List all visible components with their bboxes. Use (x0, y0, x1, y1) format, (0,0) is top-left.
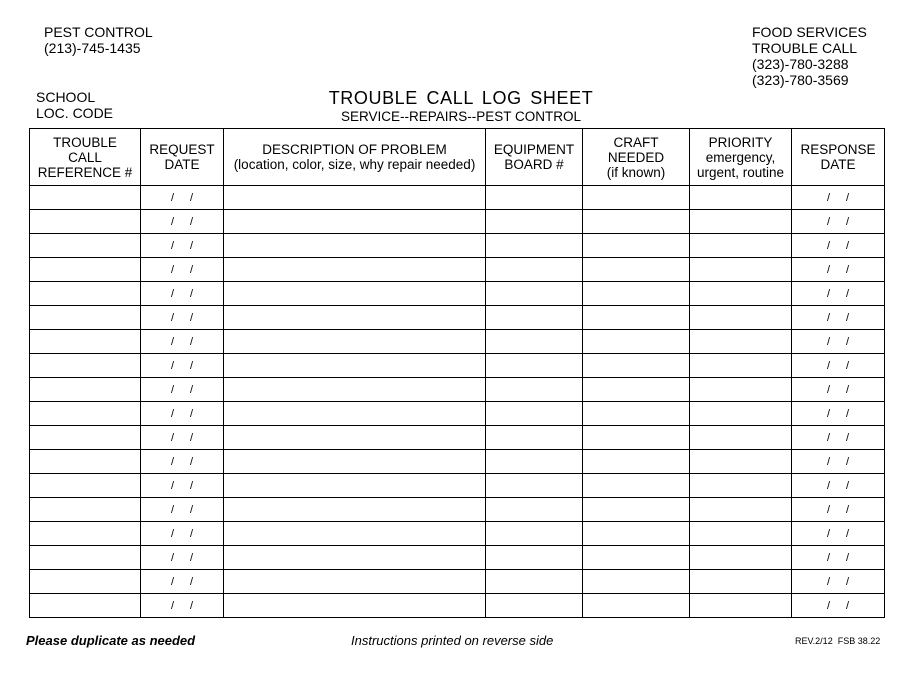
date-separator: / (826, 431, 830, 444)
equipment-board-cell[interactable] (486, 570, 583, 594)
description-cell[interactable] (224, 594, 486, 618)
response-date-cell[interactable] (792, 282, 885, 306)
priority-cell[interactable] (690, 234, 792, 258)
date-separator: / (170, 335, 174, 348)
date-separator: / (190, 239, 194, 252)
table-row (30, 258, 885, 282)
trouble-call-ref-cell[interactable] (30, 570, 141, 594)
date-separator: / (846, 215, 850, 228)
date-separator: / (170, 455, 174, 468)
response-date-cell[interactable] (792, 234, 885, 258)
date-separator: / (170, 599, 174, 612)
table-row (30, 450, 885, 474)
date-separator: / (170, 407, 174, 420)
trouble-call-ref-cell[interactable] (30, 234, 141, 258)
table-row (30, 498, 885, 522)
column-header-line: REQUEST (149, 142, 215, 157)
equipment-board-cell[interactable] (486, 426, 583, 450)
date-separator: / (846, 383, 850, 396)
column-header-line: PRIORITY (708, 134, 773, 150)
craft-needed-cell[interactable] (583, 570, 690, 594)
request-date-cell[interactable] (141, 450, 224, 474)
date-separator: / (190, 431, 194, 444)
table-row (30, 234, 885, 258)
date-separator: / (846, 311, 850, 324)
craft-needed-cell[interactable] (583, 522, 690, 546)
trouble-call-ref-cell[interactable] (30, 594, 141, 618)
food-services-phone-1: (323)-780-3288 (752, 56, 849, 72)
date-separator: / (190, 575, 194, 588)
school-loc-code-label (36, 89, 113, 121)
craft-needed-cell[interactable] (583, 546, 690, 570)
column-header-line: CRAFT (613, 134, 659, 150)
pest-control-contact (44, 24, 153, 56)
column-header-line: DATE (164, 157, 200, 172)
description-cell[interactable] (224, 210, 486, 234)
priority-cell[interactable] (690, 450, 792, 474)
date-separator: / (826, 335, 830, 348)
response-date-cell[interactable] (792, 570, 885, 594)
date-separator: / (190, 335, 194, 348)
table-row (30, 522, 885, 546)
response-date-cell[interactable] (792, 546, 885, 570)
description-cell[interactable] (224, 546, 486, 570)
column-header-line: (location, color, size, why repair needed) (233, 157, 476, 172)
response-date-cell[interactable] (792, 306, 885, 330)
description-cell[interactable] (224, 498, 486, 522)
date-separator: / (846, 359, 850, 372)
date-separator: / (826, 191, 830, 204)
date-separator: / (190, 263, 194, 276)
column-header-line: REFERENCE # (37, 164, 133, 180)
page-title: TROUBLE CALL LOG SHEET (328, 88, 594, 108)
date-separator: / (170, 383, 174, 396)
response-date-cell[interactable] (792, 258, 885, 282)
date-separator: / (846, 503, 850, 516)
trouble-call-ref-cell[interactable] (30, 258, 141, 282)
response-date-cell[interactable] (792, 450, 885, 474)
craft-needed-cell[interactable] (583, 594, 690, 618)
description-cell[interactable] (224, 282, 486, 306)
request-date-cell[interactable] (141, 330, 224, 354)
craft-needed-cell[interactable] (583, 234, 690, 258)
date-separator: / (190, 407, 194, 420)
craft-needed-cell[interactable] (583, 402, 690, 426)
date-separator: / (826, 287, 830, 300)
date-separator: / (190, 359, 194, 372)
date-separator: / (190, 455, 194, 468)
column-header-description (224, 129, 486, 186)
priority-cell[interactable] (690, 570, 792, 594)
loc-code-label: LOC. CODE (36, 105, 114, 121)
craft-needed-cell[interactable] (583, 426, 690, 450)
craft-needed-cell[interactable] (583, 450, 690, 474)
date-separator: / (190, 503, 194, 516)
revision-label: REV.2/12 (795, 636, 833, 646)
request-date-cell[interactable] (141, 306, 224, 330)
date-separator: / (846, 287, 850, 300)
request-date-cell[interactable] (141, 402, 224, 426)
date-separator: / (170, 431, 174, 444)
request-date-cell[interactable] (141, 570, 224, 594)
date-separator: / (170, 527, 174, 540)
table-row (30, 474, 885, 498)
equipment-board-cell[interactable] (486, 306, 583, 330)
trouble-call-ref-cell[interactable] (30, 546, 141, 570)
trouble-call-ref-cell[interactable] (30, 474, 141, 498)
date-separator: / (846, 599, 850, 612)
description-cell[interactable] (224, 234, 486, 258)
column-header-request-date (141, 129, 224, 186)
description-cell[interactable] (224, 402, 486, 426)
date-separator: / (826, 479, 830, 492)
table-body (30, 186, 885, 618)
equipment-board-cell[interactable] (486, 234, 583, 258)
trouble-call-log-table (29, 128, 885, 618)
date-separator: / (170, 503, 174, 516)
priority-cell[interactable] (690, 186, 792, 210)
column-header-trouble-call-ref (30, 129, 141, 186)
description-cell[interactable] (224, 306, 486, 330)
craft-needed-cell[interactable] (583, 186, 690, 210)
trouble-call-ref-cell[interactable] (30, 402, 141, 426)
description-cell[interactable] (224, 426, 486, 450)
craft-needed-cell[interactable] (583, 258, 690, 282)
response-date-cell[interactable] (792, 474, 885, 498)
food-services-contact (752, 24, 867, 88)
priority-cell[interactable] (690, 426, 792, 450)
description-cell[interactable] (224, 450, 486, 474)
description-cell[interactable] (224, 354, 486, 378)
table-row (30, 546, 885, 570)
craft-needed-cell[interactable] (583, 474, 690, 498)
date-separator: / (826, 239, 830, 252)
priority-cell[interactable] (690, 354, 792, 378)
date-separator: / (170, 311, 174, 324)
date-separator: / (846, 431, 850, 444)
date-separator: / (190, 527, 194, 540)
column-header-response-date (792, 129, 885, 186)
column-header-line: NEEDED (607, 149, 665, 165)
column-header-equipment-board (486, 129, 583, 186)
column-header-priority (690, 129, 792, 186)
date-separator: / (826, 503, 830, 516)
date-separator: / (826, 359, 830, 372)
response-date-cell[interactable] (792, 594, 885, 618)
description-cell[interactable] (224, 378, 486, 402)
date-separator: / (170, 575, 174, 588)
table-row (30, 354, 885, 378)
date-separator: / (826, 407, 830, 420)
column-header-line: urgent, routine (696, 164, 785, 180)
description-cell[interactable] (224, 330, 486, 354)
trouble-call-ref-cell[interactable] (30, 330, 141, 354)
date-separator: / (170, 239, 174, 252)
priority-cell[interactable] (690, 594, 792, 618)
date-separator: / (826, 575, 830, 588)
table-row (30, 426, 885, 450)
request-date-cell[interactable] (141, 282, 224, 306)
equipment-board-cell[interactable] (486, 594, 583, 618)
pest-control-phone: (213)-745-1435 (44, 40, 141, 56)
equipment-board-cell[interactable] (486, 258, 583, 282)
response-date-cell[interactable] (792, 426, 885, 450)
craft-needed-cell[interactable] (583, 306, 690, 330)
date-separator: / (846, 335, 850, 348)
date-separator: / (846, 263, 850, 276)
equipment-board-cell[interactable] (486, 522, 583, 546)
date-separator: / (190, 215, 194, 228)
date-separator: / (826, 599, 830, 612)
pest-control-label: PEST CONTROL (44, 24, 153, 40)
date-separator: / (846, 551, 850, 564)
date-separator: / (170, 287, 174, 300)
description-cell[interactable] (224, 474, 486, 498)
duplicate-note: Please duplicate as needed (26, 633, 196, 648)
request-date-cell[interactable] (141, 498, 224, 522)
response-date-cell[interactable] (792, 330, 885, 354)
table-row (30, 570, 885, 594)
priority-cell[interactable] (690, 258, 792, 282)
date-separator: / (190, 383, 194, 396)
trouble-call-ref-cell[interactable] (30, 282, 141, 306)
table-row (30, 306, 885, 330)
date-separator: / (190, 191, 194, 204)
date-separator: / (846, 239, 850, 252)
column-header-craft-needed (583, 129, 690, 186)
food-services-label: FOOD SERVICES (752, 24, 867, 40)
table-row (30, 378, 885, 402)
response-date-cell[interactable] (792, 354, 885, 378)
request-date-cell[interactable] (141, 378, 224, 402)
priority-cell[interactable] (690, 498, 792, 522)
trouble-call-ref-cell[interactable] (30, 354, 141, 378)
equipment-board-cell[interactable] (486, 330, 583, 354)
table-row (30, 402, 885, 426)
trouble-call-label: TROUBLE CALL (752, 40, 858, 56)
date-separator: / (826, 215, 830, 228)
response-date-cell[interactable] (792, 378, 885, 402)
column-header-line: DATE (820, 157, 856, 172)
request-date-cell[interactable] (141, 522, 224, 546)
description-cell[interactable] (224, 258, 486, 282)
form-code-label: FSB 38.22 (837, 636, 881, 646)
trouble-call-ref-cell[interactable] (30, 522, 141, 546)
date-separator: / (826, 311, 830, 324)
date-separator: / (826, 455, 830, 468)
description-cell[interactable] (224, 570, 486, 594)
craft-needed-cell[interactable] (583, 210, 690, 234)
equipment-board-cell[interactable] (486, 450, 583, 474)
column-header-line: RESPONSE (800, 142, 876, 157)
date-separator: / (846, 191, 850, 204)
request-date-cell[interactable] (141, 210, 224, 234)
priority-cell[interactable] (690, 330, 792, 354)
trouble-call-ref-cell[interactable] (30, 450, 141, 474)
date-separator: / (170, 215, 174, 228)
column-header-line: emergency, (705, 149, 776, 165)
request-date-cell[interactable] (141, 234, 224, 258)
priority-cell[interactable] (690, 522, 792, 546)
craft-needed-cell[interactable] (583, 498, 690, 522)
table-row (30, 210, 885, 234)
priority-cell[interactable] (690, 282, 792, 306)
page-subtitle: SERVICE--REPAIRS--PEST CONTROL (340, 109, 582, 124)
response-date-cell[interactable] (792, 402, 885, 426)
craft-needed-cell[interactable] (583, 330, 690, 354)
table-row (30, 594, 885, 618)
school-label: SCHOOL (36, 89, 96, 105)
date-separator: / (190, 311, 194, 324)
priority-cell[interactable] (690, 546, 792, 570)
response-date-cell[interactable] (792, 498, 885, 522)
date-separator: / (846, 455, 850, 468)
equipment-board-cell[interactable] (486, 186, 583, 210)
request-date-cell[interactable] (141, 546, 224, 570)
food-services-phone-2: (323)-780-3569 (752, 72, 849, 88)
trouble-call-ref-cell[interactable] (30, 498, 141, 522)
equipment-board-cell[interactable] (486, 378, 583, 402)
equipment-board-cell[interactable] (486, 474, 583, 498)
response-date-cell[interactable] (792, 210, 885, 234)
date-separator: / (826, 551, 830, 564)
column-header-line: TROUBLE (53, 134, 117, 150)
response-date-cell[interactable] (792, 522, 885, 546)
priority-cell[interactable] (690, 402, 792, 426)
date-separator: / (190, 551, 194, 564)
request-date-cell[interactable] (141, 594, 224, 618)
craft-needed-cell[interactable] (583, 282, 690, 306)
date-separator: / (170, 191, 174, 204)
request-date-cell[interactable] (141, 426, 224, 450)
column-header-line: CALL (68, 149, 102, 165)
date-separator: / (170, 263, 174, 276)
trouble-call-ref-cell[interactable] (30, 210, 141, 234)
date-separator: / (846, 407, 850, 420)
description-cell[interactable] (224, 522, 486, 546)
priority-cell[interactable] (690, 474, 792, 498)
trouble-call-ref-cell[interactable] (30, 378, 141, 402)
request-date-cell[interactable] (141, 186, 224, 210)
request-date-cell[interactable] (141, 474, 224, 498)
equipment-board-cell[interactable] (486, 210, 583, 234)
date-separator: / (826, 383, 830, 396)
equipment-board-cell[interactable] (486, 354, 583, 378)
table-row (30, 186, 885, 210)
column-header-line: DESCRIPTION OF PROBLEM (262, 142, 447, 157)
equipment-board-cell[interactable] (486, 402, 583, 426)
craft-needed-cell[interactable] (583, 354, 690, 378)
column-header-line: BOARD # (504, 157, 564, 172)
table-row (30, 282, 885, 306)
trouble-call-ref-cell[interactable] (30, 186, 141, 210)
table-header-row (30, 129, 885, 186)
priority-cell[interactable] (690, 210, 792, 234)
table-row (30, 330, 885, 354)
date-separator: / (170, 551, 174, 564)
date-separator: / (190, 479, 194, 492)
equipment-board-cell[interactable] (486, 282, 583, 306)
date-separator: / (826, 263, 830, 276)
date-separator: / (190, 599, 194, 612)
revision-code (795, 636, 880, 646)
date-separator: / (170, 359, 174, 372)
description-cell[interactable] (224, 186, 486, 210)
column-header-line: (if known) (606, 164, 666, 180)
column-header-line: EQUIPMENT (493, 142, 575, 157)
date-separator: / (846, 527, 850, 540)
date-separator: / (826, 527, 830, 540)
response-date-cell[interactable] (792, 186, 885, 210)
trouble-call-ref-cell[interactable] (30, 426, 141, 450)
equipment-board-cell[interactable] (486, 498, 583, 522)
request-date-cell[interactable] (141, 258, 224, 282)
request-date-cell[interactable] (141, 354, 224, 378)
equipment-board-cell[interactable] (486, 546, 583, 570)
priority-cell[interactable] (690, 306, 792, 330)
priority-cell[interactable] (690, 378, 792, 402)
instructions-note: Instructions printed on reverse side (351, 633, 554, 648)
craft-needed-cell[interactable] (583, 378, 690, 402)
date-separator: / (190, 287, 194, 300)
trouble-call-ref-cell[interactable] (30, 306, 141, 330)
date-separator: / (846, 479, 850, 492)
date-separator: / (846, 575, 850, 588)
date-separator: / (170, 479, 174, 492)
